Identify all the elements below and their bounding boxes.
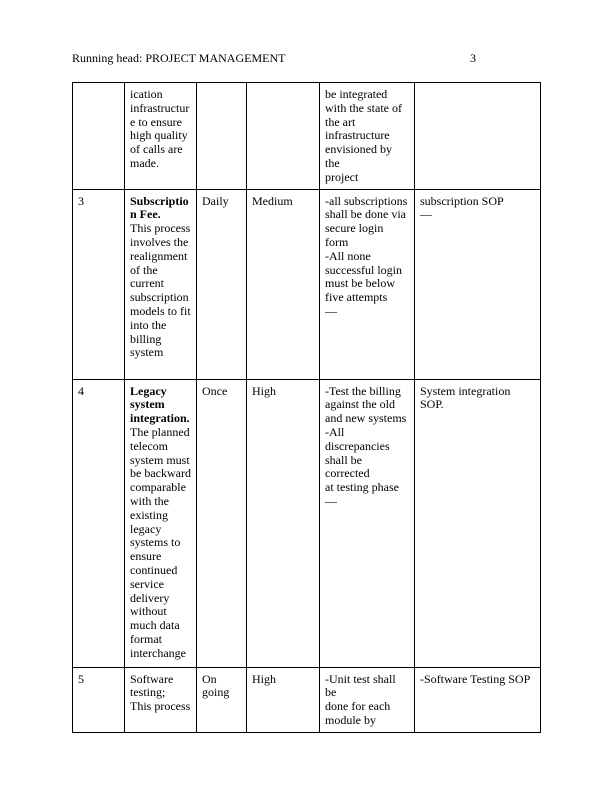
- process-description-line: system must: [130, 452, 190, 467]
- cell-criteria: [320, 667, 415, 732]
- process-description-line: infrastructur: [130, 100, 190, 115]
- process-description-line: continued: [130, 562, 178, 577]
- cell-number: [73, 189, 125, 379]
- process-description-line: This process: [130, 699, 191, 714]
- cell-sop: [415, 189, 541, 379]
- process-table: [72, 82, 541, 733]
- process-description-line: without: [130, 604, 167, 619]
- cell-process: [125, 83, 197, 190]
- criteria-line: —: [325, 303, 337, 318]
- process-description-line: models to fit: [130, 303, 191, 318]
- cell-priority: [247, 667, 320, 732]
- cell-priority: [247, 189, 320, 379]
- process-description-line: of the: [130, 262, 158, 277]
- criteria-line: against the old: [325, 397, 395, 412]
- criteria-line: secure login form: [325, 221, 384, 249]
- process-description-line: system: [130, 345, 164, 360]
- process-description-line: delivery: [130, 590, 170, 605]
- sop-line: [420, 686, 535, 700]
- criteria-line: must be below: [325, 276, 395, 291]
- sop-line: [420, 88, 535, 102]
- process-description-line: ication: [130, 87, 163, 101]
- criteria-line: discrepancies: [325, 438, 390, 453]
- cell-priority: [247, 83, 320, 190]
- criteria-line: project: [325, 169, 359, 184]
- process-title: Subscription Fee.: [130, 193, 189, 222]
- process-description-line: systems to: [130, 535, 181, 550]
- page-header: [72, 51, 476, 65]
- process-description-line: existing: [130, 507, 168, 522]
- process-description-line: involves the: [130, 234, 189, 249]
- process-description-line: with the: [130, 493, 169, 508]
- sop-line: [420, 102, 535, 116]
- cell-number: [73, 83, 125, 190]
- row-number: 5: [78, 671, 84, 686]
- criteria-line: with the state of: [325, 100, 402, 115]
- cell-frequency: [197, 189, 247, 379]
- page-number: 3: [470, 51, 476, 65]
- criteria-line: the art: [325, 114, 356, 129]
- cell-criteria: [320, 83, 415, 190]
- cell-criteria: [320, 379, 415, 667]
- process-description-line: The planned: [130, 424, 190, 439]
- process-description-line: ensure: [130, 549, 162, 564]
- cell-number: [73, 379, 125, 667]
- cell-process: [125, 379, 197, 667]
- row-number: 4: [78, 383, 84, 398]
- process-title: Legacy system integration.: [130, 383, 190, 426]
- process-description-line: be backward: [130, 466, 191, 481]
- criteria-line: —: [325, 493, 337, 508]
- process-description-line: into the: [130, 317, 167, 332]
- cell-process: [125, 667, 197, 732]
- process-description-line: interchange: [130, 645, 186, 660]
- running-head: Running head: PROJECT MANAGEMENT: [72, 51, 286, 65]
- sop-line: SOP.: [420, 397, 444, 412]
- process-description-line: realignment: [130, 248, 188, 263]
- process-description-line: telecom: [130, 438, 168, 453]
- process-description-line: comparable: [130, 480, 186, 495]
- table-row: [73, 189, 541, 379]
- process-description-line: billing: [130, 331, 162, 346]
- cell-frequency: [197, 379, 247, 667]
- criteria-line: five attempts: [325, 290, 388, 305]
- criteria-line: -All: [325, 424, 345, 439]
- frequency-value: Once: [202, 383, 228, 398]
- criteria-line: infrastructure: [325, 128, 390, 143]
- process-description-line: much data: [130, 618, 180, 633]
- frequency-value: Daily: [202, 193, 229, 208]
- criteria-line: -all subscriptions: [325, 193, 408, 208]
- criteria-line: be integrated: [325, 87, 388, 101]
- criteria-line: and new systems: [325, 411, 407, 426]
- cell-frequency: [197, 83, 247, 190]
- priority-value: High: [252, 671, 276, 686]
- process-description-line: legacy: [130, 521, 162, 536]
- frequency-value: On going: [202, 671, 230, 700]
- process-description-line: testing;: [130, 685, 166, 700]
- cell-priority: [247, 379, 320, 667]
- cell-number: [73, 667, 125, 732]
- process-description-line: of calls are: [130, 142, 183, 157]
- criteria-line: successful login: [325, 262, 402, 277]
- criteria-line: -Test the billing: [325, 383, 401, 398]
- cell-criteria: [320, 189, 415, 379]
- table-row: [73, 379, 541, 667]
- process-description-line: e to ensure: [130, 114, 182, 129]
- row-number: 3: [78, 193, 84, 208]
- cell-frequency: [197, 667, 247, 732]
- cell-sop: [415, 83, 541, 190]
- sop-line: subscription SOP: [420, 193, 504, 208]
- sop-line: —: [420, 207, 432, 222]
- process-description-line: service: [130, 576, 164, 591]
- priority-value: High: [252, 383, 276, 398]
- criteria-line: -Unit test shall be: [325, 671, 396, 700]
- process-description-line: subscription: [130, 290, 189, 305]
- criteria-line: shall be corrected: [325, 452, 370, 481]
- priority-value: Medium: [252, 193, 293, 208]
- table-row: [73, 667, 541, 732]
- cell-sop: [415, 379, 541, 667]
- process-description-line: made.: [130, 155, 159, 170]
- criteria-line: at testing phase: [325, 480, 399, 495]
- sop-line: System integration: [420, 383, 511, 398]
- cell-process: [125, 189, 197, 379]
- criteria-line: done for each: [325, 699, 391, 714]
- criteria-line: module by: [325, 712, 376, 727]
- cell-sop: [415, 667, 541, 732]
- criteria-line: -All none: [325, 248, 371, 263]
- process-description-line: current: [130, 276, 164, 291]
- table-row: [73, 83, 541, 190]
- criteria-line: shall be done via: [325, 207, 406, 222]
- process-description-line: high quality: [130, 128, 188, 143]
- process-description-line: This process: [130, 221, 191, 236]
- process-description-line: format: [130, 631, 162, 646]
- sop-line: -Software Testing SOP: [420, 671, 531, 686]
- criteria-line: envisioned by the: [325, 142, 392, 170]
- process-description-line: Software: [130, 671, 174, 686]
